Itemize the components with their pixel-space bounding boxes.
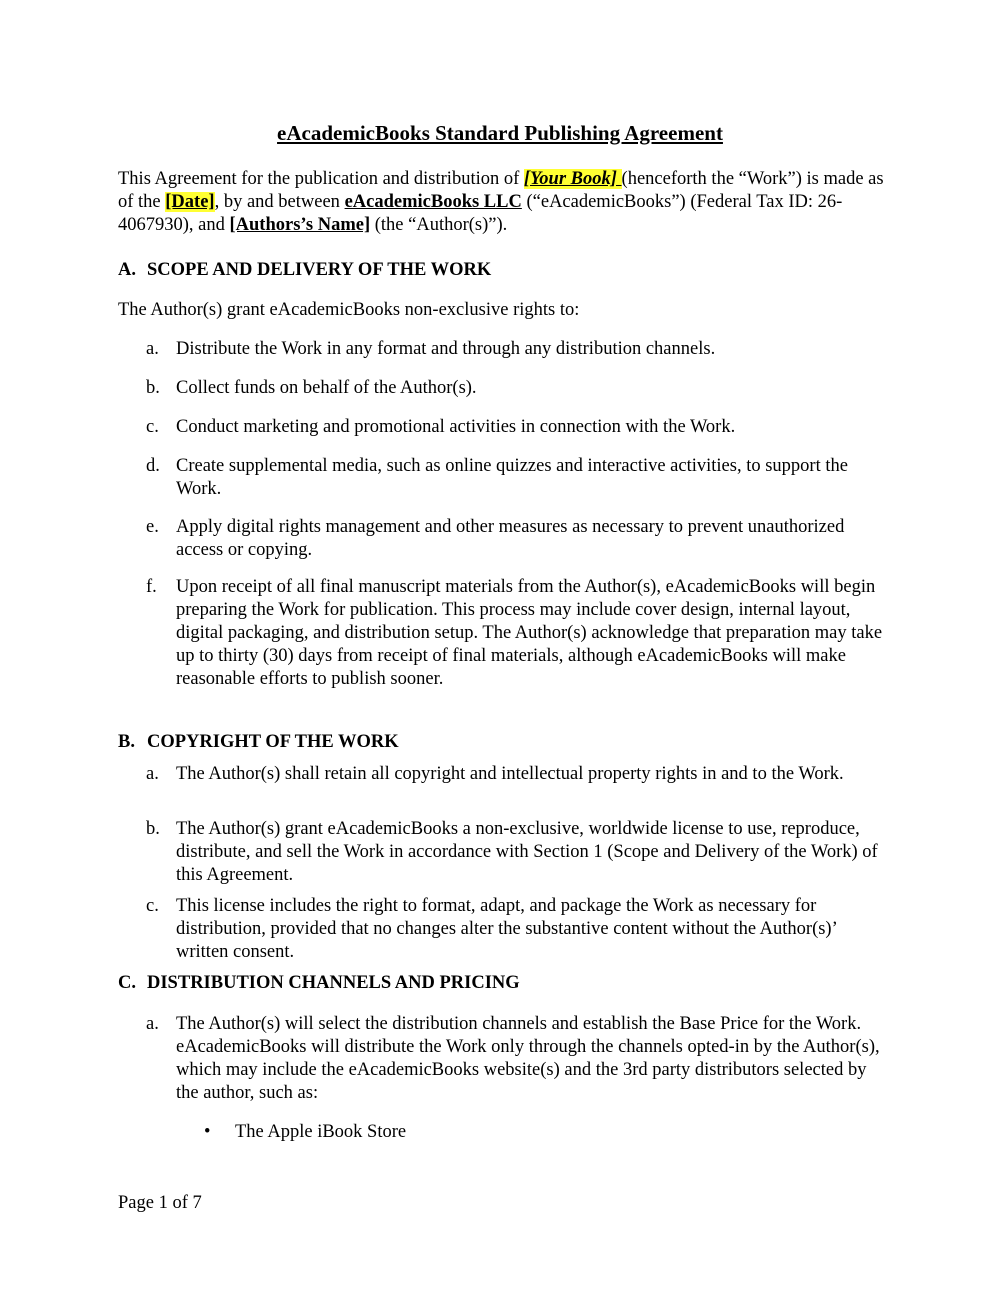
item-text: Upon receipt of all final manuscript materials from the Author(s), eAcademicBooks will begin preparing the Work for publication. This process may include cover design, internal layout, digital packaging, and distribution setup. The Author(s) acknowledge that preparation may take up to thirty (30) days from receipt of final materials, although eAcademicBooks will make reasonable efforts to publish sooner. [176,577,883,689]
intro-text-3: , by and between [214,192,345,212]
item-text: Collect funds on behalf of the Author(s). [176,378,477,398]
item-letter: f. [146,577,157,597]
section-a-item [146,338,886,361]
item-text: The Author(s) shall retain all copyright and intellectual property rights in and to the Work. [176,764,844,784]
item-text: The Author(s) will select the distribution channels and establish the Base Price for the Work. eAcademicBooks will distribute the Work only through the channels opted-in by the Author(s), which may include the eAcademicBooks website(s) and the 3rd party distributors selected by the author, such as: [176,1014,880,1103]
item-letter: c. [146,417,159,437]
section-b-item [146,895,886,964]
item-letter: d. [146,456,160,476]
author-placeholder: [Authors’s Name] [229,215,371,235]
section-a-item [146,377,886,400]
item-letter: a. [146,1014,159,1034]
section-a-item [146,576,886,691]
item-letter: a. [146,764,159,784]
section-a-letter: A. [118,260,136,280]
document-title: eAcademicBooks Standard Publishing Agreement [277,121,723,145]
section-b-heading [118,731,399,754]
item-text: This license includes the right to format, adapt, and package the Work as necessary for distribution, provided that no changes alter the substantive content without the Author(s)’ written consent. [176,896,837,962]
section-a-heading [118,259,491,282]
section-a-item [146,455,886,501]
book-placeholder: [Your Book] [523,169,622,189]
section-a-lead: The Author(s) grant eAcademicBooks non-exclusive rights to: [118,300,580,320]
date-placeholder: [Date] [165,192,215,212]
bullet-text: The Apple iBook Store [235,1122,407,1142]
section-a-title: SCOPE AND DELIVERY OF THE WORK [147,260,492,280]
section-b-title: COPYRIGHT OF THE WORK [147,732,399,752]
section-c-title: DISTRIBUTION CHANNELS AND PRICING [147,973,520,993]
intro-paragraph [118,168,888,237]
page-number: Page 1 of 7 [118,1193,202,1213]
intro-text-2: (henceforth the “Work”) is made as of the [118,169,884,212]
section-a-item [146,416,886,439]
section-b-letter: B. [118,732,135,752]
item-text: The Author(s) grant eAcademicBooks a non-exclusive, worldwide license to use, reproduce, distribute, and sell the Work in accordance with Section 1 (Scope and Delivery of the Work) of this Agreement. [176,819,878,885]
item-letter: b. [146,378,160,398]
intro-text-5: (the “Author(s)”). [370,215,508,235]
intro-text-4: (“eAcademicBooks”) (Federal Tax ID: 26-4067930), and [118,192,843,235]
section-c-item [146,1013,886,1105]
item-letter: a. [146,339,159,359]
item-text: Apply digital rights management and other measures as necessary to prevent unauthorized access or copying. [176,517,845,560]
item-text: Distribute the Work in any format and through any distribution channels. [176,339,716,359]
section-c-letter: C. [118,973,136,993]
intro-text-1: This Agreement for the publication and distribution of [118,169,524,189]
company-name: eAcademicBooks LLC [344,192,522,212]
item-letter: b. [146,819,160,839]
item-text: Conduct marketing and promotional activities in connection with the Work. [176,417,736,437]
item-letter: e. [146,517,159,537]
item-letter: c. [146,896,159,916]
bullet-symbol: • [204,1122,211,1142]
item-text: Create supplemental media, such as online quizzes and interactive activities, to support the Work. [176,456,848,499]
section-a-item [146,516,886,562]
section-b-item [146,818,886,887]
section-b-item [146,763,886,786]
section-c-bullet [204,1121,804,1144]
section-c-heading [118,972,520,995]
